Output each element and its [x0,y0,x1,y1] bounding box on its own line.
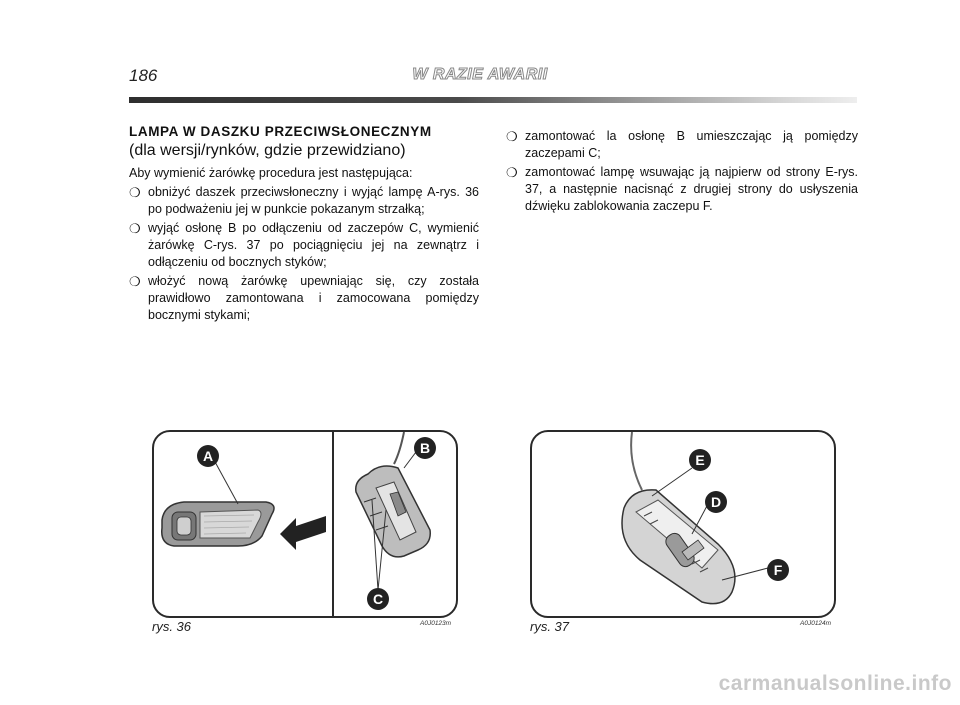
page-number: 186 [129,66,158,85]
callout-b-label: B [419,440,431,456]
figure-37-code: A0J0124m [800,620,832,627]
list-item-text: obniżyć daszek przeciwsłoneczny i wyjąć lampę A-rys. 36 po podważeniu jej w punkcie pokazanym strzałką; [148,185,479,216]
list-item-text: włożyć nową żarówkę upewniając się, czy została prawidłowo zamontowana i zamocowana pomiędzy bocznymi stykami; [148,274,479,322]
lamp-housing-drawing [622,432,735,604]
bullet-icon: ❍ [129,185,141,200]
header-rule [129,97,857,103]
section-subheading: (dla wersji/rynków, gdzie przewidziano) [129,142,406,159]
callout-f-label: F [773,562,783,578]
list-item-text: wyjąć osłonę B po odłączeniu od zaczepów C, wymienić żarówkę C-rys. 37 po pociągnięciu jej na zewnątrz i odłączeniu od bocznych styków; [148,221,479,269]
figure-37-caption: rys. 37 [530,619,570,634]
watermark-text: carmanualsonline.info [718,672,952,695]
callout-c [367,588,389,610]
figure-36-caption: rys. 36 [152,619,192,634]
callout-b [414,437,436,459]
arrow-icon [280,516,326,550]
callout-f [767,559,789,581]
callout-d-label: D [710,494,722,510]
figure-37-drawing [532,432,834,616]
callout-d [705,491,727,513]
section-heading: LAMPA W DASZKU PRZECIWSŁONECZNYM [129,124,432,139]
list-item [129,220,479,271]
bullet-icon: ❍ [129,221,141,236]
right-column [506,126,858,217]
sunvisor-lamp-drawing [162,502,274,546]
figure-36-code: A0J0123m [420,620,452,627]
list-item [129,273,479,324]
left-column [129,123,479,326]
bullet-icon: ❍ [129,274,141,289]
list-item-text: zamontować lampę wsuwając ją najpierw od strony E-rys. 37, a następnie nacisnąć z drugiej strony do usłyszenia dźwięku zablokowania zaczepu F. [525,165,858,213]
figure-37-illustration [530,430,836,618]
list-item [506,164,858,215]
bullet-icon: ❍ [506,165,518,180]
callout-c-label: C [372,591,384,607]
callout-e-label: E [695,452,705,468]
list-item [129,184,479,218]
callout-a-label: A [202,448,214,464]
callout-e [689,449,711,471]
bullet-icon: ❍ [506,129,518,144]
callout-a [197,445,219,467]
figure-36-drawing [154,432,456,616]
figure-36-illustration [152,430,458,618]
intro-text: Aby wymienić żarówkę procedura jest następująca: [129,166,413,180]
list-item [506,128,858,162]
list-item-text: zamontować la osłonę B umieszczając ją pomiędzy zaczepami C; [525,129,858,160]
section-title: W RAZIE AWARII [412,66,548,83]
